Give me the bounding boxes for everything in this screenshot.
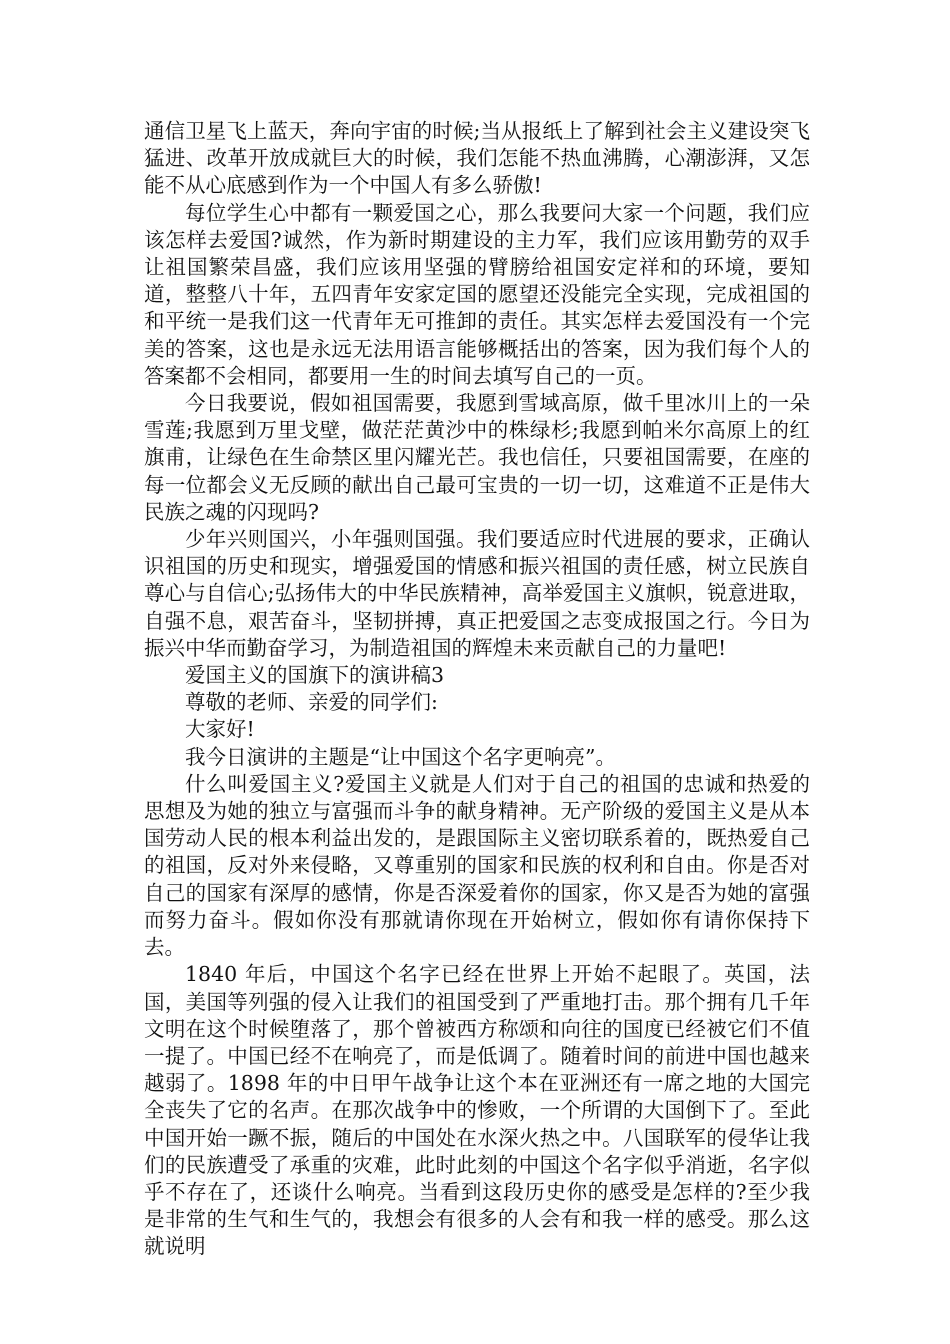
paragraph-continuation: 通信卫星飞上蓝天，奔向宇宙的时候;当从报纸上了解到社会主义建设突飞猛进、改革开放成就巨大的时候，我们怎能不热血沸腾，心潮澎湃，又怎能不从心底感到作为一个中国人有多么骄傲! <box>144 119 810 198</box>
document-page <box>144 118 810 1261</box>
paragraph-history-1840: 1840 年后，中国这个名字已经在世界上开始不起眼了。英国，法国，美国等列强的侵入让我们的祖国受到了严重地打击。那个拥有几千年文明在这个时候堕落了，那个曾被西方称颂和向往的国度已经被它们不值一提了。中国已经不在响亮了，而是低调了。随着时间的前进中国也越来越弱了。1898 年的中日甲午战争让这个本在亚洲还有一席之地的大国完全丧失了它的名声。在那次战争中的惨败，一个所谓的大国倒下了。至此中国开始一蹶不振，随后的中国处在水深火热之中。八国联军的侵华让我们的民族遭受了承重的灾难，此时此刻的中国这个名字似乎消逝，名字似乎不存在了，还谈什么响亮。当看到这段历史你的感受是怎样的?至少我是非常的生气和生气的，我想会有很多的人会有和我一样的感受。那么这就说明 <box>144 962 810 1259</box>
speech-greeting: 大家好! <box>185 717 255 742</box>
paragraph-if-motherland-needs: 今日我要说，假如祖国需要，我愿到雪域高原，做千里冰川上的一朵雪莲;我愿到万里戈壁，做茫茫黄沙中的株绿杉;我愿到帕米尔高原上的红旗甫，让绿色在生命禁区里闪耀光芒。我也信任，只要祖国需要，在座的每一位都会义无反顾的献出自己最可宝贵的一切一切，这难道不正是伟大民族之魂的闪现吗? <box>144 391 810 524</box>
paragraph-youth-strong: 少年兴则国兴，小年强则国强。我们要适应时代进展的要求，正确认识祖国的历史和现实，增强爱国的情感和振兴祖国的责任感，树立民族自尊心与自信心;弘扬伟大的中华民族精神，高举爱国主义旗帜，锐意进取，自强不息，艰苦奋斗，坚韧拼搏，真正把爱国之志变成报国之行。今日为振兴中华而勤奋学习，为制造祖国的辉煌未来贡献自己的力量吧! <box>144 527 810 660</box>
paragraph-what-is-patriotism: 什么叫爱国主义?爱国主义就是人们对于自己的祖国的忠诚和热爱的思想及为她的独立与富强而斗争的献身精神。无产阶级的爱国主义是从本国劳动人民的根本利益出发的，是跟国际主义密切联系着的，既热爱自己的祖国，反对外来侵略，又尊重别的国家和民族的权利和自由。你是否对自己的国家有深厚的感情，你是否深爱着你的国家，你又是否为她的富强而努力奋斗。假如你没有那就请你现在开始树立，假如你有请你保持下去。 <box>144 771 810 960</box>
speech-title: 爱国主义的国旗下的演讲稿3 <box>185 663 445 688</box>
speech-topic: 我今日演讲的主题是“让中国这个名字更响亮”。 <box>185 744 616 769</box>
paragraph-how-to-love-country: 每位学生心中都有一颗爱国之心，那么我要问大家一个问题，我们应该怎样去爱国?诚然，作为新时期建设的主力军，我们应该用勤劳的双手让祖国繁荣昌盛，我们应该用坚强的臂膀给祖国安定祥和的环境，要知道，整整八十年，五四青年安家定国的愿望还没能完全实现，完成祖国的和平统一是我们这一代青年无可推卸的责任。其实怎样去爱国没有一个完美的答案，这也是永远无法用语言能够概括出的答案，因为我们每个人的答案都不会相同，都要用一生的时间去填写自己的一页。 <box>144 200 810 388</box>
speech-salutation: 尊敬的老师、亲爱的同学们: <box>185 690 438 715</box>
